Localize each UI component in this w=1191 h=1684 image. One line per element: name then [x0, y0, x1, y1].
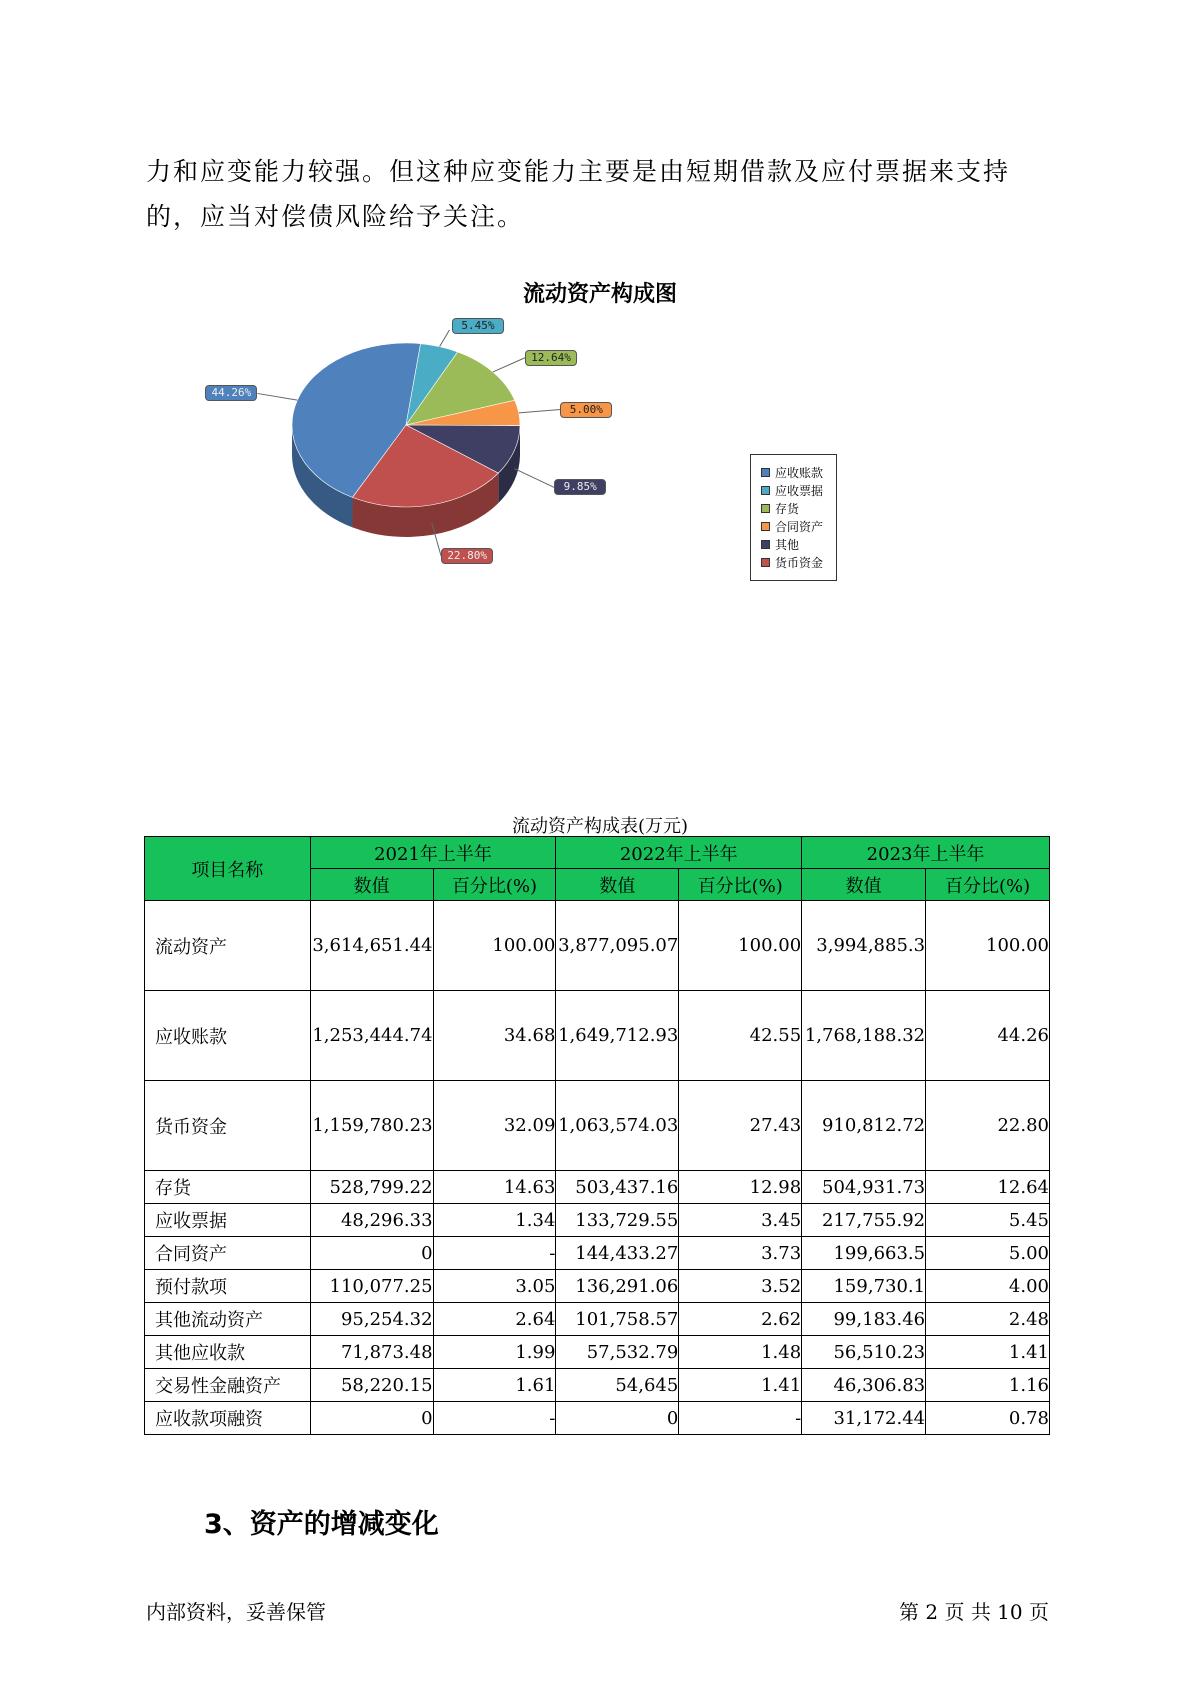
cell-value-2021: 0 [310, 1237, 433, 1270]
cell-percent-2022: 3.52 [679, 1270, 802, 1303]
cell-value-2022: 0 [556, 1402, 679, 1435]
cell-value-2021: 58,220.15 [310, 1369, 433, 1402]
table-row [145, 1270, 1050, 1303]
legend-label: 应收票据 [775, 483, 824, 498]
cell-percent-2021: 32.09 [433, 1081, 556, 1171]
legend-entry [761, 553, 836, 571]
page-number: 第 2 页 共 10 页 [899, 1600, 1049, 1624]
cell-value-2021: 1,159,780.23 [310, 1081, 433, 1171]
legend-swatch [761, 504, 770, 513]
cell-value-2021: 71,873.48 [310, 1336, 433, 1369]
legend-swatch [761, 522, 770, 531]
cell-value-2022: 136,291.06 [556, 1270, 679, 1303]
legend-swatch [761, 486, 770, 495]
cell-value-2022: 133,729.55 [556, 1204, 679, 1237]
cell-value-2023: 46,306.83 [802, 1369, 926, 1402]
cell-value-2023: 159,730.1 [802, 1270, 926, 1303]
header-period-2022: 2022年上半年 [556, 837, 802, 869]
legend-label: 存货 [775, 501, 800, 516]
cell-percent-2022: 42.55 [679, 991, 802, 1081]
pie-data-label: 12.64% [525, 350, 577, 366]
pie-data-label: 22.80% [441, 548, 493, 564]
row-label: 应收票据 [145, 1204, 311, 1237]
legend-label: 应收账款 [775, 465, 824, 480]
legend-label: 合同资产 [775, 519, 824, 534]
header-item-name: 项目名称 [145, 837, 311, 901]
table-row [145, 1336, 1050, 1369]
cell-percent-2023: 5.45 [926, 1204, 1050, 1237]
legend-swatch [761, 558, 770, 567]
pie-data-label: 5.45% [452, 318, 504, 334]
chart-legend [750, 454, 837, 581]
row-label: 预付款项 [145, 1270, 311, 1303]
row-label: 应收账款 [145, 991, 311, 1081]
cell-value-2022: 57,532.79 [556, 1336, 679, 1369]
cell-value-2022: 101,758.57 [556, 1303, 679, 1336]
cell-value-2023: 3,994,885.3 [802, 901, 926, 991]
cell-percent-2022: 100.00 [679, 901, 802, 991]
cell-percent-2021: 34.68 [433, 991, 556, 1081]
legend-entry [761, 517, 836, 535]
cell-percent-2022: 2.62 [679, 1303, 802, 1336]
body-text-line-2: 的，应当对偿债风险给予关注。 [146, 202, 525, 231]
row-label: 其他应收款 [145, 1336, 311, 1369]
current-assets-table [144, 836, 1050, 1435]
pie-chart [220, 330, 600, 590]
cell-percent-2023: 2.48 [926, 1303, 1050, 1336]
cell-value-2022: 144,433.27 [556, 1237, 679, 1270]
table-row [145, 991, 1050, 1081]
row-label: 存货 [145, 1171, 311, 1204]
legend-entry [761, 499, 836, 517]
table-row [145, 1204, 1050, 1237]
pie-leader-line [514, 469, 554, 488]
header-value: 数值 [802, 869, 926, 901]
legend-entry [761, 481, 836, 499]
cell-value-2021: 3,614,651.44 [310, 901, 433, 991]
cell-value-2023: 910,812.72 [802, 1081, 926, 1171]
cell-percent-2021: 3.05 [433, 1270, 556, 1303]
legend-swatch [761, 540, 770, 549]
header-value: 数值 [310, 869, 433, 901]
cell-percent-2021: 100.00 [433, 901, 556, 991]
pie-data-label: 9.85% [554, 479, 606, 495]
cell-value-2021: 110,077.25 [310, 1270, 433, 1303]
table-row [145, 901, 1050, 991]
pie-leader-line [257, 393, 297, 400]
cell-percent-2023: 12.64 [926, 1171, 1050, 1204]
chart-title: 流动资产构成图 [522, 282, 677, 307]
cell-value-2023: 1,768,188.32 [802, 991, 926, 1081]
table-title: 流动资产构成表(万元) [511, 816, 689, 837]
header-value: 数值 [556, 869, 679, 901]
cell-percent-2022: 3.73 [679, 1237, 802, 1270]
header-percent: 百分比(%) [926, 869, 1050, 901]
cell-percent-2023: 4.00 [926, 1270, 1050, 1303]
cell-percent-2023: 44.26 [926, 991, 1050, 1081]
cell-percent-2021: 14.63 [433, 1171, 556, 1204]
cell-value-2022: 1,649,712.93 [556, 991, 679, 1081]
row-label: 流动资产 [145, 901, 311, 991]
pie-leader-line [519, 410, 561, 413]
header-percent: 百分比(%) [679, 869, 802, 901]
cell-percent-2023: 5.00 [926, 1237, 1050, 1270]
pie-data-label: 5.00% [560, 402, 612, 418]
cell-percent-2022: 3.45 [679, 1204, 802, 1237]
cell-percent-2022: - [679, 1402, 802, 1435]
legend-label: 其他 [775, 537, 800, 552]
legend-entry [761, 463, 836, 481]
row-label: 其他流动资产 [145, 1303, 311, 1336]
cell-value-2023: 31,172.44 [802, 1402, 926, 1435]
body-text-line-1: 力和应变能力较强。但这种应变能力主要是由短期借款及应付票据来支持 [146, 157, 1011, 186]
pie-data-label: 44.26% [205, 385, 257, 401]
section-heading: 3、资产的增减变化 [204, 1509, 439, 1540]
table-row [145, 1171, 1050, 1204]
cell-value-2021: 0 [310, 1402, 433, 1435]
table-row [145, 1081, 1050, 1171]
legend-label: 货币资金 [775, 555, 824, 570]
pie-leader-line [440, 330, 452, 347]
table-row [145, 1303, 1050, 1336]
cell-value-2023: 217,755.92 [802, 1204, 926, 1237]
cell-percent-2021: 1.99 [433, 1336, 556, 1369]
cell-percent-2023: 1.41 [926, 1336, 1050, 1369]
cell-value-2021: 48,296.33 [310, 1204, 433, 1237]
cell-value-2022: 1,063,574.03 [556, 1081, 679, 1171]
row-label: 合同资产 [145, 1237, 311, 1270]
table-row [145, 1369, 1050, 1402]
cell-percent-2021: 1.34 [433, 1204, 556, 1237]
cell-value-2021: 1,253,444.74 [310, 991, 433, 1081]
legend-swatch [761, 468, 770, 477]
cell-value-2023: 56,510.23 [802, 1336, 926, 1369]
cell-value-2023: 504,931.73 [802, 1171, 926, 1204]
cell-percent-2023: 100.00 [926, 901, 1050, 991]
cell-percent-2021: 2.64 [433, 1303, 556, 1336]
footer-note: 内部资料，妥善保管 [146, 1600, 326, 1624]
pie-leader-line [493, 358, 525, 372]
cell-percent-2021: 1.61 [433, 1369, 556, 1402]
cell-percent-2021: - [433, 1237, 556, 1270]
header-period-2023: 2023年上半年 [802, 837, 1050, 869]
cell-percent-2022: 1.48 [679, 1336, 802, 1369]
header-period-2021: 2021年上半年 [310, 837, 556, 869]
cell-value-2023: 199,663.5 [802, 1237, 926, 1270]
cell-value-2022: 54,645 [556, 1369, 679, 1402]
header-percent: 百分比(%) [433, 869, 556, 901]
cell-value-2021: 528,799.22 [310, 1171, 433, 1204]
cell-percent-2023: 22.80 [926, 1081, 1050, 1171]
row-label: 货币资金 [145, 1081, 311, 1171]
cell-percent-2021: - [433, 1402, 556, 1435]
cell-value-2022: 503,437.16 [556, 1171, 679, 1204]
cell-value-2023: 99,183.46 [802, 1303, 926, 1336]
cell-percent-2023: 0.78 [926, 1402, 1050, 1435]
cell-percent-2022: 12.98 [679, 1171, 802, 1204]
legend-entry [761, 535, 836, 553]
cell-value-2021: 95,254.32 [310, 1303, 433, 1336]
table-row [145, 1402, 1050, 1435]
cell-value-2022: 3,877,095.07 [556, 901, 679, 991]
cell-percent-2022: 1.41 [679, 1369, 802, 1402]
cell-percent-2023: 1.16 [926, 1369, 1050, 1402]
cell-percent-2022: 27.43 [679, 1081, 802, 1171]
row-label: 应收款项融资 [145, 1402, 311, 1435]
table-row [145, 1237, 1050, 1270]
row-label: 交易性金融资产 [145, 1369, 311, 1402]
